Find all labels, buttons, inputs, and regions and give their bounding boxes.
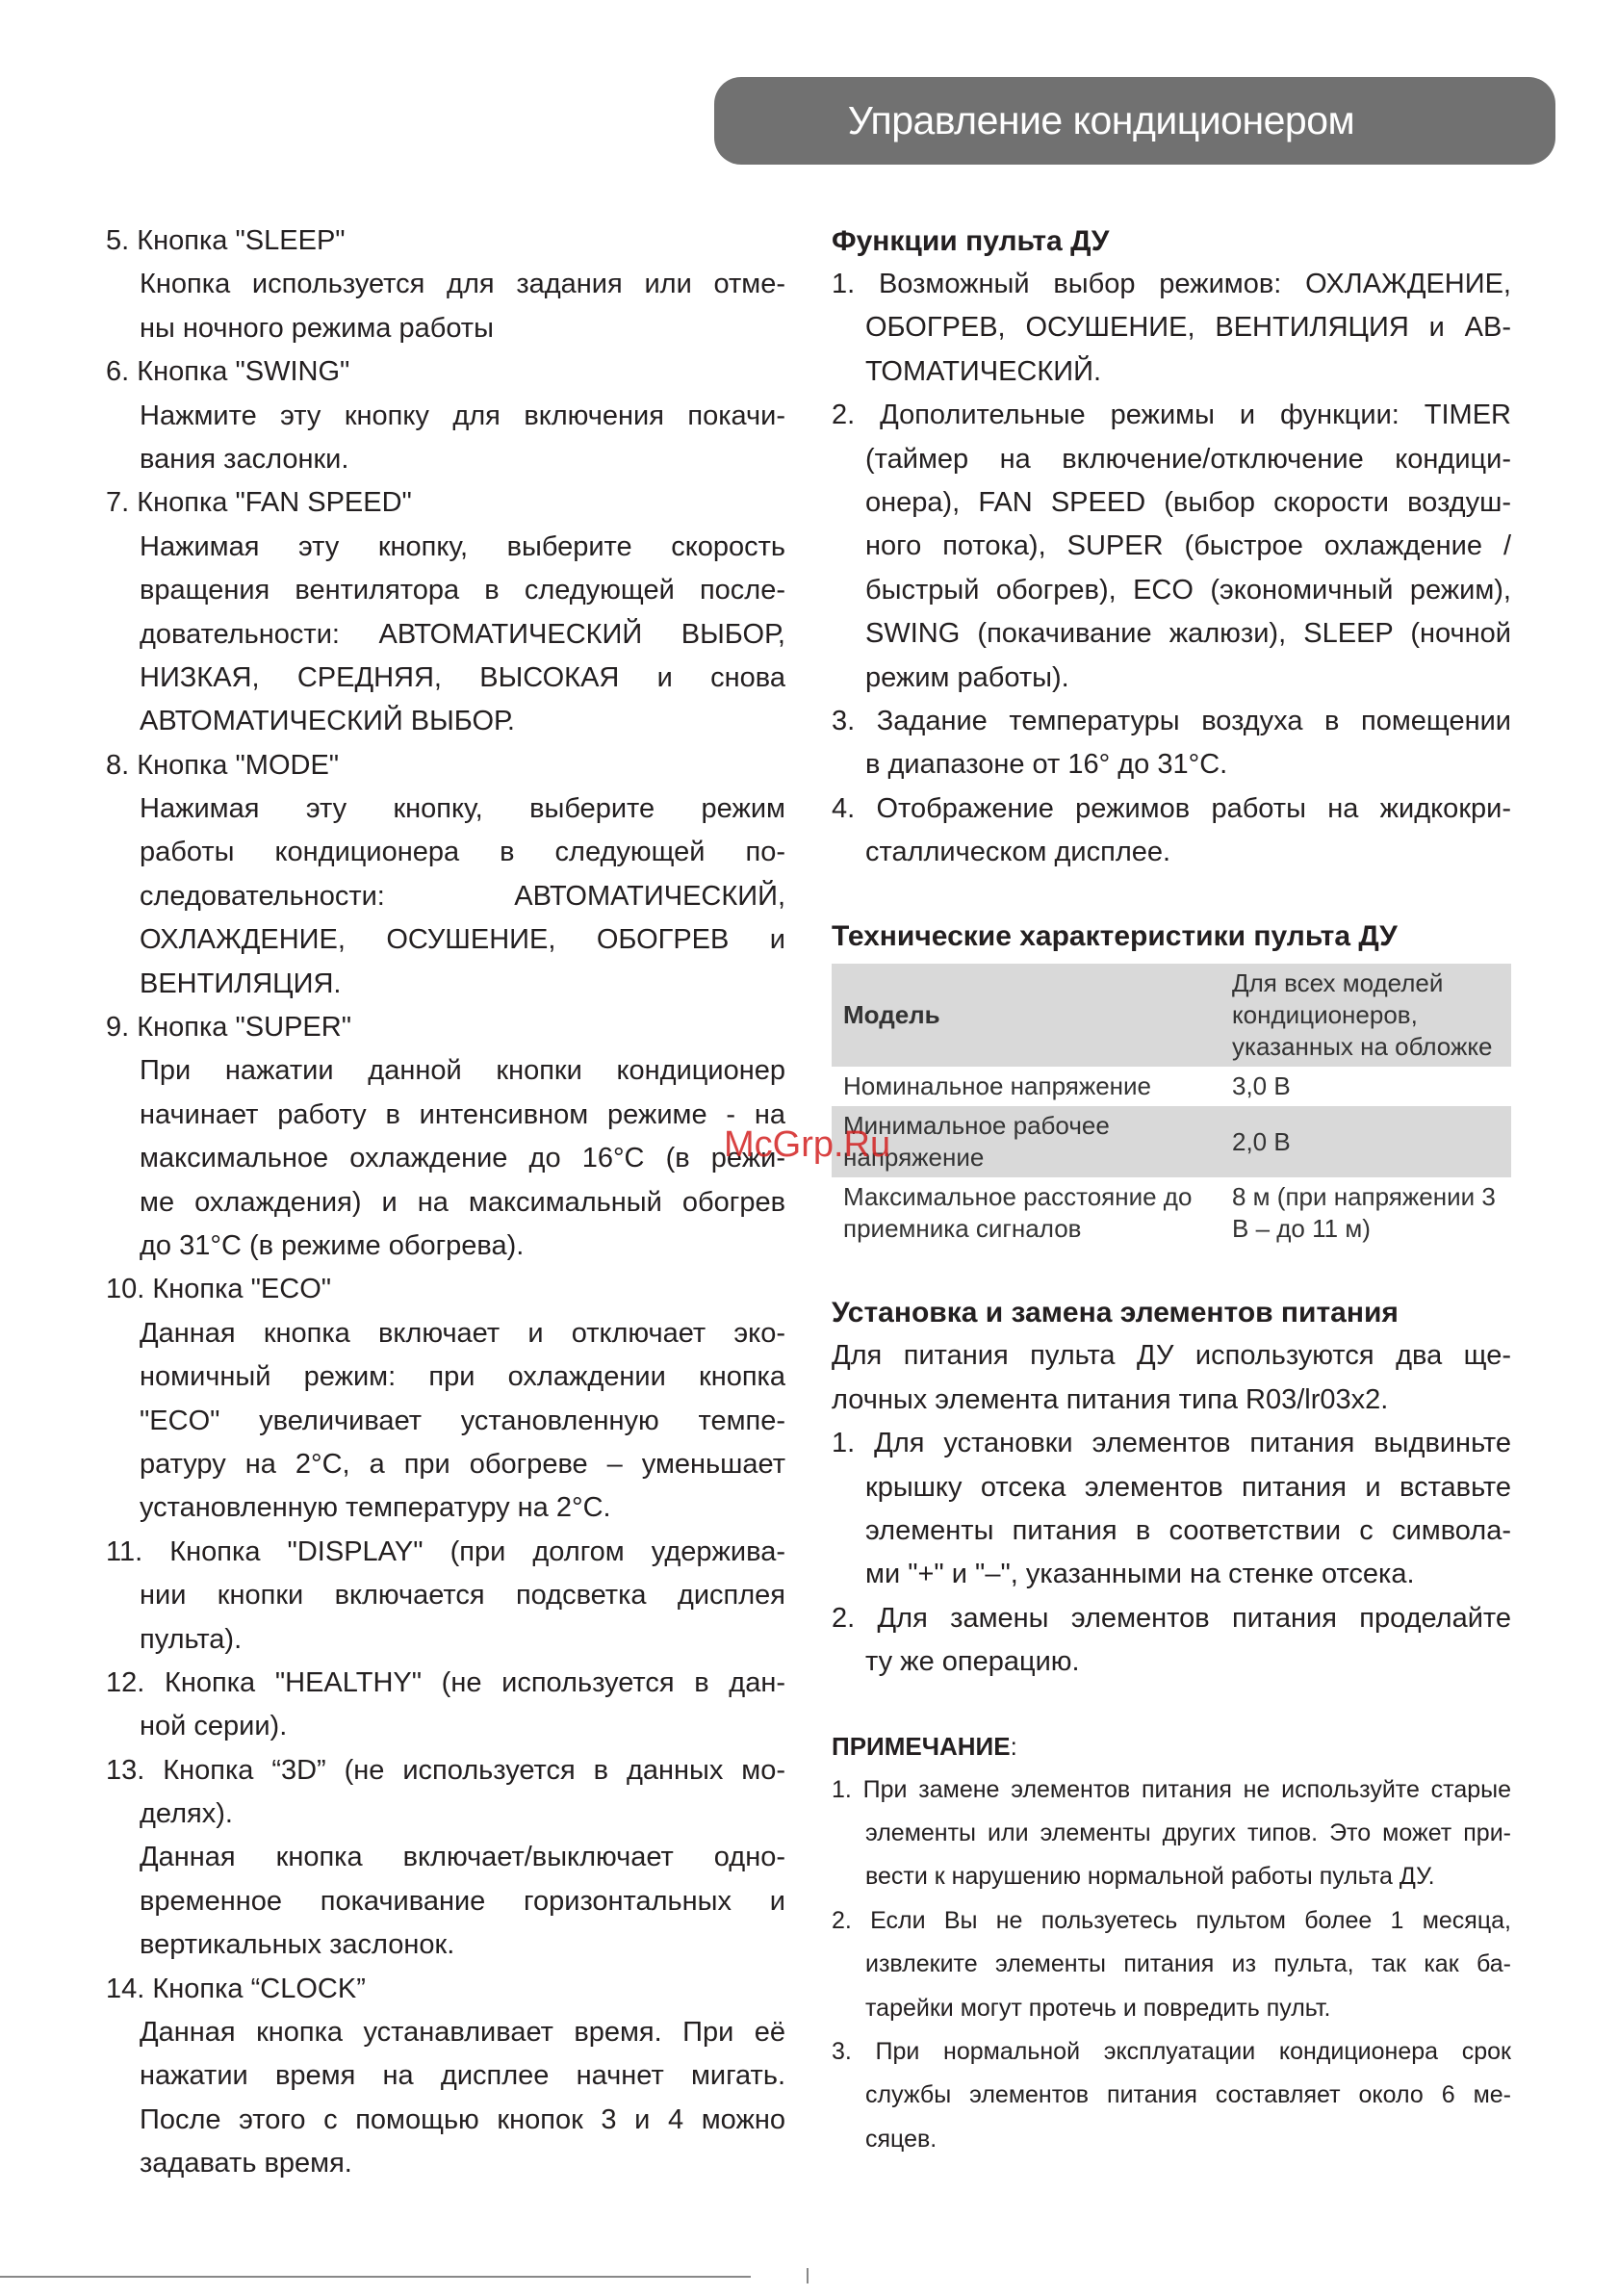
text-line: 7. Кнопка "FAN SPEED" <box>106 487 412 519</box>
section-header-tab <box>714 77 1555 165</box>
note-heading-text: ПРИМЕЧАНИЕ <box>832 1731 1011 1761</box>
text-line: тарейки могут протечь и повредить пульт. <box>865 1994 1331 2022</box>
spec-label: Максимальное расстояние до приемника сигналов <box>843 1182 1193 1244</box>
text-line: извлеките элементы питания из пульта, так как ба- <box>865 1950 1511 1978</box>
text-line: 12. Кнопка "HEALTHY" (не используется в дан- <box>106 1666 785 1698</box>
text-line: Для питания пульта ДУ используются два ще- <box>832 1340 1511 1372</box>
batteries-heading: Установка и замена элементов питания <box>832 1297 1399 1329</box>
text-line: задавать время. <box>140 2148 352 2180</box>
text-line: 10. Кнопка "ECO" <box>106 1274 332 1305</box>
text-line: АВТОМАТИЧЕСКИЙ ВЫБОР. <box>140 706 515 737</box>
text-line: 2. Дополительные режимы и функции: TIMER <box>832 400 1511 431</box>
watermark-text: McGrp.Ru <box>724 1124 891 1165</box>
text-line: временное покачивание горизонтальных и <box>140 1885 785 1917</box>
text-line: 3. При нормальной эксплуатации кондиционера срок <box>832 2037 1511 2065</box>
text-line: 9. Кнопка "SUPER" <box>106 1012 351 1044</box>
text-line: установленную температуру на 2°С. <box>140 1492 611 1524</box>
text-line: нажатии время на дисплее начнет мигать. <box>140 2060 785 2092</box>
spec-value: 2,0 В <box>1220 1106 1511 1177</box>
text-line: элементы или элементы других типов. Это может при- <box>865 1819 1511 1846</box>
text-line: ОБОГРЕВ, ОСУШЕНИЕ, ВЕНТИЛЯЦИЯ и АВ- <box>865 312 1511 344</box>
text-line: довательности: АВТОМАТИЧЕСКИЙ ВЫБОР, <box>140 618 785 650</box>
text-line: крышку отсека элементов питания и вставьте <box>865 1471 1511 1503</box>
specs-table <box>832 964 1511 1249</box>
note-list <box>832 1768 1511 2162</box>
note-heading-colon: : <box>1010 1731 1017 1761</box>
spec-row <box>832 1177 1511 1249</box>
text-line: сталлическом дисплее. <box>865 837 1171 868</box>
text-line: 11. Кнопка "DISPLAY" (при долгом удержива- <box>106 1535 785 1567</box>
spec-value: 3,0 В <box>1232 1071 1291 1101</box>
text-line: следовательности: АВТОМАТИЧЕСКИЙ, <box>140 880 785 912</box>
spec-row <box>832 1067 1511 1106</box>
text-line: в диапазоне от 16° до 31°С. <box>865 749 1228 781</box>
text-line: ной серии). <box>140 1711 288 1742</box>
text-line: НИЗКАЯ, СРЕДНЯЯ, ВЫСОКАЯ и снова <box>140 661 785 693</box>
functions-list <box>832 263 1511 874</box>
text-line: до 31°С (в режиме обогрева). <box>140 1229 525 1261</box>
text-line: ме охлаждения) и на максимальный обогрев <box>140 1186 785 1218</box>
text-line: 3. Задание температуры воздуха в помещении <box>832 705 1511 736</box>
functions-heading: Функции пульта ДУ <box>832 225 1110 257</box>
footer-rule <box>0 2276 751 2278</box>
spec-label: Модель <box>832 964 1220 1067</box>
spec-label: Минимальное рабочее напряжение <box>832 1106 1220 1177</box>
text-line: 1. Для установки элементов питания выдвиньте <box>832 1428 1511 1459</box>
text-line: ТОМАТИЧЕСКИЙ. <box>865 355 1102 387</box>
text-line: 1. При замене элементов питания не используйте старые <box>832 1775 1511 1803</box>
text-line: Нажмите эту кнопку для включения покачи- <box>140 400 785 431</box>
text-line: Данная кнопка включает/выключает одно- <box>140 1842 785 1873</box>
text-line: ВЕНТИЛЯЦИЯ. <box>140 967 342 999</box>
text-line: При нажатии данной кнопки кондиционер <box>140 1055 785 1087</box>
spec-row <box>832 964 1511 1067</box>
text-line: службы элементов питания составляет около 6 ме- <box>865 2081 1511 2109</box>
text-line: режим работы). <box>865 661 1069 693</box>
text-line: "ECO" увеличивает установленную темпе- <box>140 1405 785 1436</box>
text-line: ми "+" и "–", указанными на стенке отсека. <box>865 1559 1415 1590</box>
spec-value: 8 м (при напряжении 3 В – до 11 м) <box>1232 1182 1496 1244</box>
text-line: вания заслонки. <box>140 443 349 475</box>
text-line: Кнопка используется для задания или отме- <box>140 269 785 300</box>
text-line: максимальное охлаждение до 16°С (в режи- <box>140 1143 785 1174</box>
text-line: начинает работу в интенсивном режиме - на <box>140 1098 785 1130</box>
text-line: нии кнопки включается подсветка дисплея <box>140 1580 785 1612</box>
text-line: 14. Кнопка “CLOCK” <box>106 1973 366 2004</box>
footer-tick <box>807 2268 809 2283</box>
text-line: 6. Кнопка "SWING" <box>106 356 350 388</box>
spec-row <box>832 1106 1511 1177</box>
text-line: 2. Для замены элементов питания проделайте <box>832 1602 1511 1634</box>
text-line: вести к нарушению нормальной работы пульта ДУ. <box>865 1863 1435 1891</box>
left-column <box>106 219 785 2186</box>
batteries-list <box>832 1334 1511 1684</box>
text-line: ны ночного режима работы <box>140 312 494 344</box>
text-line: онера), FAN SPEED (выбор скорости воздуш- <box>865 486 1511 518</box>
text-line: 5. Кнопка "SLEEP" <box>106 225 346 256</box>
text-line: 8. Кнопка "MODE" <box>106 749 340 781</box>
note-heading <box>832 1725 1511 1768</box>
text-line: лочных элемента питания типа R03/lr03x2. <box>832 1383 1389 1415</box>
text-line: ОХЛАЖДЕНИЕ, ОСУШЕНИЕ, ОБОГРЕВ и <box>140 924 785 956</box>
text-line: 1. Возможный выбор режимов: ОХЛАЖДЕНИЕ, <box>832 269 1511 299</box>
text-line: ратуру на 2°С, а при обогреве – уменьшает <box>140 1448 785 1480</box>
spec-value: Для всех моделей кондиционеров, указанных на обложке <box>1220 964 1511 1067</box>
text-line: ного потока), SUPER (быстрое охлаждение / <box>865 530 1511 562</box>
text-line: 2. Если Вы не пользуетесь пультом более 1 месяца, <box>832 1906 1511 1934</box>
text-line: быстрый обогрев), ECO (экономичный режим), <box>865 574 1511 606</box>
text-line: работы кондиционера в следующей по- <box>140 837 785 868</box>
text-line: элементы питания в соответствии с символа- <box>865 1515 1511 1547</box>
text-line: Данная кнопка включает и отключает эко- <box>140 1317 785 1349</box>
text-line: SWING (покачивание жалюзи), SLEEP (ночной <box>865 618 1511 650</box>
section-title: Управление кондиционером <box>847 98 1355 142</box>
right-column <box>832 219 1511 2161</box>
text-line: 13. Кнопка “3D” (не используется в данных мо- <box>106 1754 785 1786</box>
specs-heading: Технические характеристики пульта ДУ <box>832 920 1398 953</box>
text-line: ту же операцию. <box>865 1646 1080 1678</box>
text-line: делях). <box>140 1798 233 1830</box>
text-line: вертикальных заслонок. <box>140 1929 455 1961</box>
text-line: Нажимая эту кнопку, выберите скорость <box>140 530 785 562</box>
text-line: номичный режим: при охлаждении кнопка <box>140 1361 785 1393</box>
text-line: После этого с помощью кнопок 3 и 4 можно <box>140 2103 785 2135</box>
text-line: пульта). <box>140 1623 243 1655</box>
text-line: вращения вентилятора в следующей после- <box>140 575 785 606</box>
text-line: сяцев. <box>865 2125 937 2153</box>
spec-label: Номинальное напряжение <box>843 1071 1152 1101</box>
text-line: Нажимая эту кнопку, выберите режим <box>140 793 785 825</box>
text-line: Данная кнопка устанавливает время. При её <box>140 2017 785 2049</box>
text-line: 4. Отображение режимов работы на жидкокри- <box>832 792 1511 824</box>
text-line: (таймер на включение/отключение кондици- <box>865 443 1511 475</box>
